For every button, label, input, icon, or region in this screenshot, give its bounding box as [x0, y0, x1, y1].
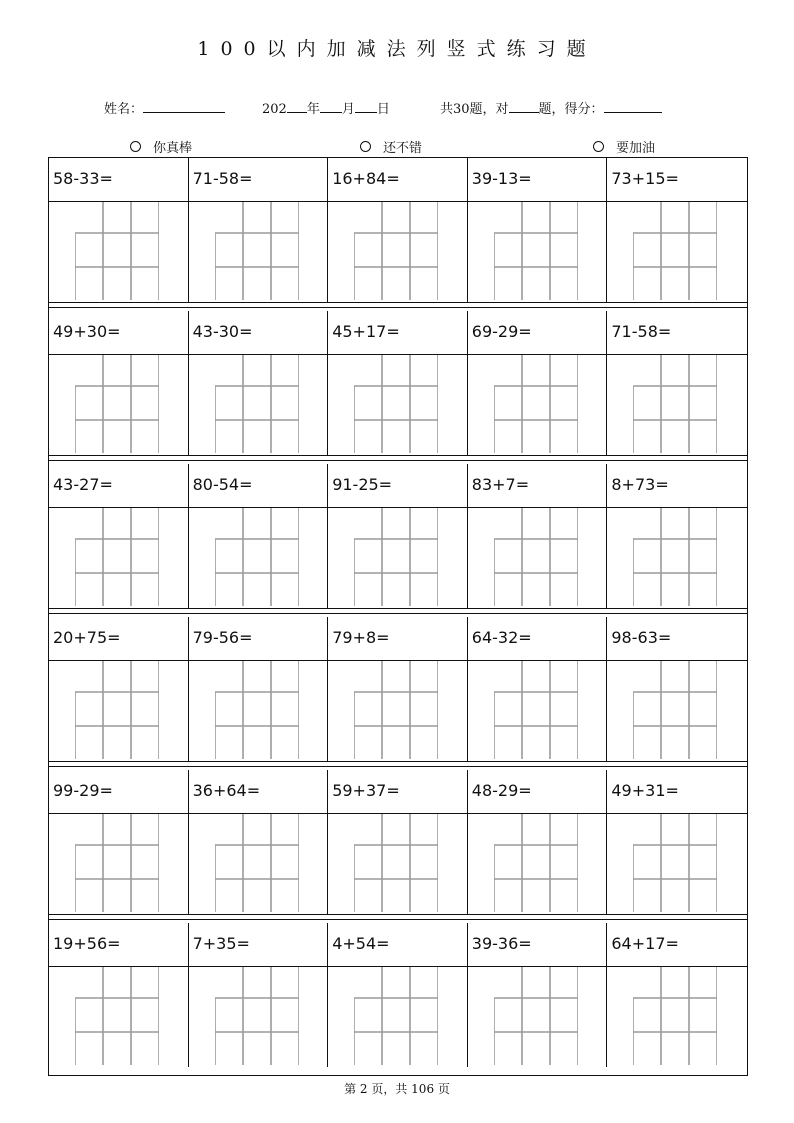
- vertical-calc-grid: [494, 814, 578, 912]
- problem-text: 73+15=: [611, 169, 679, 188]
- question-cell: [468, 464, 608, 507]
- question-cell: [607, 617, 747, 660]
- work-area[interactable]: [189, 508, 329, 608]
- question-row: [49, 464, 747, 508]
- row-separator: [49, 455, 747, 461]
- work-row: [49, 202, 747, 302]
- work-area[interactable]: [607, 355, 747, 455]
- problem-text: 43-27=: [53, 475, 113, 494]
- problem-text: 59+37=: [332, 781, 400, 800]
- work-area[interactable]: [468, 661, 608, 761]
- problem-text: 49+30=: [53, 322, 121, 341]
- question-cell: [49, 770, 189, 813]
- problem-block: [49, 158, 747, 311]
- vertical-calc-grid: [215, 967, 299, 1065]
- work-area[interactable]: [49, 814, 189, 914]
- problem-block: [49, 311, 747, 464]
- question-cell: [328, 923, 468, 966]
- problem-block: [49, 770, 747, 923]
- question-cell: [468, 158, 608, 201]
- question-cell: [49, 617, 189, 660]
- problem-text: 91-25=: [332, 475, 393, 494]
- row-separator: [49, 302, 747, 308]
- question-row: [49, 158, 747, 202]
- problem-text: 45+17=: [332, 322, 400, 341]
- problem-text: 80-54=: [192, 475, 253, 494]
- work-area[interactable]: [607, 202, 747, 302]
- name-label: 姓名：: [104, 102, 144, 117]
- question-cell: [49, 158, 189, 201]
- problem-block: [49, 923, 747, 1076]
- vertical-calc-grid: [75, 508, 159, 606]
- work-area[interactable]: [49, 661, 189, 761]
- question-cell: [328, 770, 468, 813]
- problem-text: 49+31=: [611, 781, 679, 800]
- question-cell: [189, 158, 329, 201]
- question-row: [49, 770, 747, 814]
- work-area[interactable]: [189, 202, 329, 302]
- question-cell: [468, 617, 608, 660]
- score-field: [440, 98, 662, 117]
- vertical-calc-grid: [354, 355, 438, 453]
- month-blank[interactable]: [320, 98, 342, 113]
- work-row: [49, 508, 747, 608]
- work-area[interactable]: [328, 508, 468, 608]
- question-cell: [189, 770, 329, 813]
- vertical-calc-grid: [633, 814, 717, 912]
- day-label: 日: [376, 102, 390, 117]
- problem-text: 79+8=: [332, 628, 390, 647]
- rating-option-3[interactable]: [593, 137, 655, 156]
- work-area[interactable]: [468, 814, 608, 914]
- question-cell: [328, 617, 468, 660]
- problem-text: 48-29=: [471, 781, 532, 800]
- vertical-calc-grid: [75, 355, 159, 453]
- year-blank[interactable]: [287, 98, 307, 113]
- problem-text: 64+17=: [611, 934, 679, 953]
- work-area[interactable]: [49, 508, 189, 608]
- date-field: [262, 98, 390, 117]
- problem-text: 20+75=: [53, 628, 121, 647]
- question-cell: [49, 311, 189, 354]
- work-row: [49, 967, 747, 1067]
- question-cell: [468, 770, 608, 813]
- work-area[interactable]: [607, 814, 747, 914]
- vertical-calc-grid: [633, 202, 717, 300]
- work-area[interactable]: [468, 967, 608, 1067]
- vertical-calc-grid: [494, 508, 578, 606]
- rating-option-1[interactable]: [130, 137, 192, 156]
- page-footer: 第 2 页，共 106 页: [344, 1082, 450, 1096]
- problem-text: 71-58=: [192, 169, 253, 188]
- row-separator: [49, 608, 747, 614]
- question-cell: [607, 770, 747, 813]
- circle-icon: [360, 141, 371, 152]
- row-separator: [49, 914, 747, 920]
- problem-text: 99-29=: [53, 781, 113, 800]
- problem-text: 71-58=: [611, 322, 672, 341]
- work-area[interactable]: [468, 202, 608, 302]
- vertical-calc-grid: [215, 355, 299, 453]
- problem-text: 4+54=: [332, 934, 390, 953]
- name-field: [104, 98, 225, 117]
- question-cell: [49, 464, 189, 507]
- work-area[interactable]: [189, 967, 329, 1067]
- work-area[interactable]: [328, 661, 468, 761]
- circle-icon: [593, 141, 604, 152]
- year-prefix: 202: [262, 102, 287, 117]
- question-row: [49, 311, 747, 355]
- question-row: [49, 617, 747, 661]
- vertical-calc-grid: [633, 967, 717, 1065]
- correct-suffix: 题，得分：: [538, 102, 604, 117]
- work-area[interactable]: [328, 202, 468, 302]
- work-area[interactable]: [607, 508, 747, 608]
- question-cell: [189, 464, 329, 507]
- work-row: [49, 355, 747, 455]
- total-label: 共30题，对: [440, 102, 509, 117]
- rating-label: 你真棒: [153, 141, 193, 156]
- problem-text: 43-30=: [192, 322, 253, 341]
- question-cell: [189, 617, 329, 660]
- work-area[interactable]: [189, 355, 329, 455]
- work-row: [49, 661, 747, 761]
- work-area[interactable]: [468, 508, 608, 608]
- vertical-calc-grid: [633, 661, 717, 759]
- vertical-calc-grid: [494, 202, 578, 300]
- work-area[interactable]: [328, 814, 468, 914]
- vertical-calc-grid: [75, 661, 159, 759]
- question-row: [49, 923, 747, 967]
- rating-option-2[interactable]: [360, 137, 422, 156]
- page-title: 100以内加减法列竖式练习题: [197, 38, 597, 60]
- vertical-calc-grid: [354, 508, 438, 606]
- name-blank[interactable]: [143, 98, 225, 113]
- question-cell: [328, 311, 468, 354]
- question-cell: [468, 311, 608, 354]
- vertical-calc-grid: [633, 355, 717, 453]
- problem-text: 19+56=: [53, 934, 121, 953]
- work-area[interactable]: [607, 661, 747, 761]
- problem-text: 69-29=: [471, 322, 532, 341]
- correct-blank[interactable]: [509, 98, 539, 113]
- problem-text: 39-36=: [471, 934, 532, 953]
- work-area[interactable]: [328, 355, 468, 455]
- rating-label: 还不错: [383, 141, 423, 156]
- question-cell: [607, 311, 747, 354]
- vertical-calc-grid: [215, 661, 299, 759]
- question-cell: [468, 923, 608, 966]
- vertical-calc-grid: [494, 661, 578, 759]
- problem-text: 83+7=: [471, 475, 530, 494]
- work-row: [49, 814, 747, 914]
- month-label: 月: [341, 102, 355, 117]
- vertical-calc-grid: [633, 508, 717, 606]
- score-blank[interactable]: [604, 98, 662, 113]
- work-area[interactable]: [328, 967, 468, 1067]
- question-cell: [328, 158, 468, 201]
- problem-text: 64-32=: [471, 628, 532, 647]
- vertical-calc-grid: [494, 355, 578, 453]
- work-area[interactable]: [49, 355, 189, 455]
- question-cell: [607, 923, 747, 966]
- question-cell: [607, 464, 747, 507]
- problem-text: 7+35=: [192, 934, 250, 953]
- day-blank[interactable]: [355, 98, 377, 113]
- problem-text: 98-63=: [611, 628, 672, 647]
- question-cell: [189, 311, 329, 354]
- question-cell: [607, 158, 747, 201]
- year-label: 年: [306, 102, 320, 117]
- row-separator: [49, 761, 747, 767]
- vertical-calc-grid: [75, 202, 159, 300]
- work-area[interactable]: [189, 814, 329, 914]
- vertical-calc-grid: [75, 814, 159, 912]
- vertical-calc-grid: [215, 814, 299, 912]
- problem-block: [49, 464, 747, 617]
- vertical-calc-grid: [354, 814, 438, 912]
- vertical-calc-grid: [354, 661, 438, 759]
- vertical-calc-grid: [494, 967, 578, 1065]
- work-area[interactable]: [49, 202, 189, 302]
- problem-text: 39-13=: [471, 169, 532, 188]
- vertical-calc-grid: [354, 202, 438, 300]
- work-area[interactable]: [468, 355, 608, 455]
- work-area[interactable]: [607, 967, 747, 1067]
- vertical-calc-grid: [215, 508, 299, 606]
- vertical-calc-grid: [354, 967, 438, 1065]
- problem-text: 79-56=: [192, 628, 253, 647]
- vertical-calc-grid: [75, 967, 159, 1065]
- problem-block: [49, 617, 747, 770]
- question-cell: [49, 923, 189, 966]
- question-cell: [189, 923, 329, 966]
- vertical-calc-grid: [215, 202, 299, 300]
- problem-text: 16+84=: [332, 169, 400, 188]
- question-cell: [328, 464, 468, 507]
- problem-text: 36+64=: [192, 781, 261, 800]
- rating-label: 要加油: [616, 141, 656, 156]
- circle-icon: [130, 141, 141, 152]
- worksheet: [48, 157, 748, 1076]
- problem-text: 58-33=: [53, 169, 113, 188]
- work-area[interactable]: [189, 661, 329, 761]
- work-area[interactable]: [49, 967, 189, 1067]
- problem-text: 8+73=: [611, 475, 669, 494]
